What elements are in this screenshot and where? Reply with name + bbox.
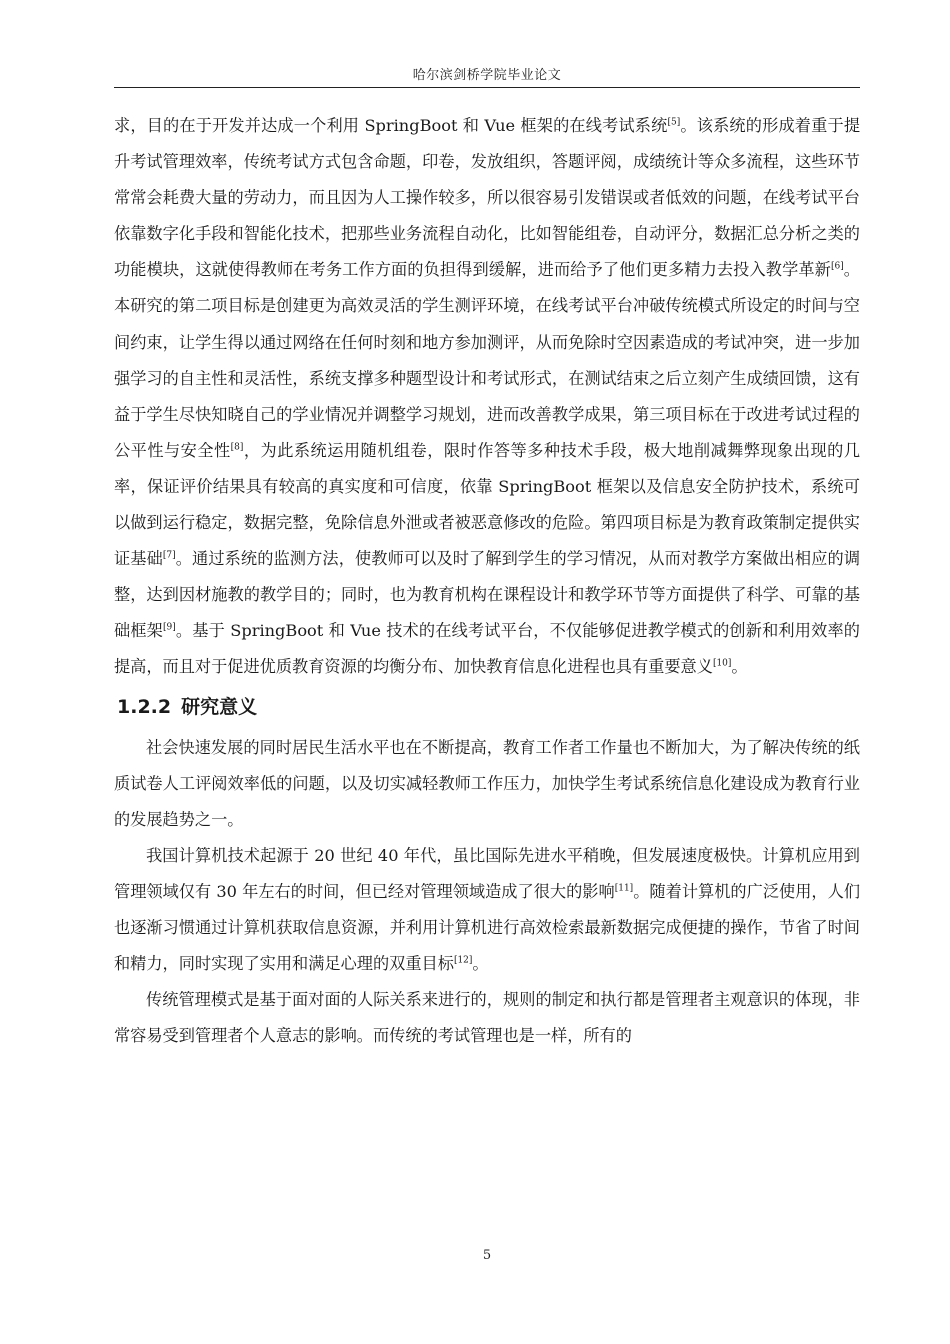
citation-ref: [6] <box>830 261 844 272</box>
header-divider <box>114 87 860 88</box>
document-body <box>114 108 860 1054</box>
paragraph-text: 传统管理模式是基于面对面的人际关系来进行的，规则的制定和执行都是管理者主观意识的体现，非常容易受到管理者个人意志的影响。而传统的考试管理也是一样，所有的 <box>114 990 860 1046</box>
body-paragraph-3 <box>114 838 860 982</box>
body-paragraph-2 <box>114 730 860 838</box>
section-heading <box>114 686 860 728</box>
body-paragraph-1 <box>114 108 860 686</box>
paragraph-text: 。通过系统的监测方法，使教师可以及时了解到学生的学习情况，从而对教学方案做出相应的调整，达到因材施教的教学目的；同时，也为教育机构在课程设计和教学环节等方面提供了科学、可靠的基础框架 <box>114 549 861 641</box>
paragraph-text: ，为此系统运用随机组卷，限时作答等多种技术手段，极大地削减舞弊现象出现的几率，保证评价结果具有较高的真实度和可信度，依靠 SpringBoot 框架以及信息安全防护技术，系统可以做到运行稳定，数据完整，免除信息外泄或者被恶意修改的危险。第四项目标是为教育政策制定提供实证基础 <box>114 440 861 569</box>
citation-ref: [12] <box>453 955 473 966</box>
paragraph-text: 。本研究的第二项目标是创建更为高效灵活的学生测评环境，在线考试平台冲破传统模式所设定的时间与空间约束，让学生得以通过网络在任何时刻和地方参加测评，从而免除时空因素造成的考试冲突，进一步加强学习的自主性和灵活性，系统支撑多种题型设计和考试形式，在测试结束之后立刻产生成绩回馈，这有益于学生尽快知晓自己的学业情况并调整学习规划，进而改善教学成果，第三项目标在于改进考试过程的公平性与安全性 <box>114 260 860 460</box>
citation-ref: [10] <box>712 659 732 670</box>
body-paragraph-4 <box>114 982 860 1054</box>
paragraph-text: 求，目的在于开发并达成一个利用 SpringBoot 和 Vue 框架的在线考试系统 <box>114 116 668 135</box>
paragraph-text: 社会快速发展的同时居民生活水平也在不断提高，教育工作者工作量也不断加大，为了解决传统的纸质试卷人工评阅效率低的问题，以及切实减轻教师工作压力，加快学生考试系统信息化建设成为教育行业的发展趋势之一。 <box>114 737 860 829</box>
citation-ref: [8] <box>230 442 244 453</box>
paragraph-text: 我国计算机技术起源于 20 世纪 40 年代，虽比国际先进水平稍晚，但发展速度极快。计算机应用到管理领域仅有 30 年左右的时间，但已经对管理领域造成了很大的影响 <box>114 845 860 901</box>
page-number: 5 <box>482 1248 492 1263</box>
citation-ref: [9] <box>163 622 176 633</box>
citation-ref: [7] <box>162 550 176 561</box>
section-number: 1.2.2 <box>117 695 172 718</box>
paragraph-text: 。基于 SpringBoot 和 Vue 技术的在线考试平台，不仅能够促进教学模式的创新和利用效率的提高，而且对于促进优质教育资源的均衡分布、加快教育信息化进程也具有重要意义 <box>114 621 860 677</box>
citation-ref: [11] <box>614 883 634 894</box>
paragraph-text: 。随着计算机的广泛使用，人们也逐渐习惯通过计算机获取信息资源，并利用计算机进行高效检索最新数据完成便捷的操作，节省了时间和精力，同时实现了实用和满足心理的双重目标 <box>114 881 861 974</box>
page-header: 哈尔滨剑桥学院毕业论文 <box>412 68 562 83</box>
paragraph-text: 。 <box>472 954 489 974</box>
citation-ref: [5] <box>667 117 681 128</box>
paragraph-text: 。 <box>731 657 748 677</box>
section-title: 研究意义 <box>181 695 258 718</box>
paragraph-text: 。该系统的形成着重于提升考试管理效率，传统考试方式包含命题，印卷，发放组织，答题评阅，成绩统计等众多流程，这些环节常常会耗费大量的劳动力，而且因为人工操作较多，所以很容易引发错误或者低效的问题，在线考试平台依靠数字化手段和智能化技术，把那些业务流程自动化，比如智能组卷，自动评分，数据汇总分析之类的功能模块，这就使得教师在考务工作方面的负担得到缓解，进而给予了他们更多精力去投入教学革新 <box>114 116 861 280</box>
